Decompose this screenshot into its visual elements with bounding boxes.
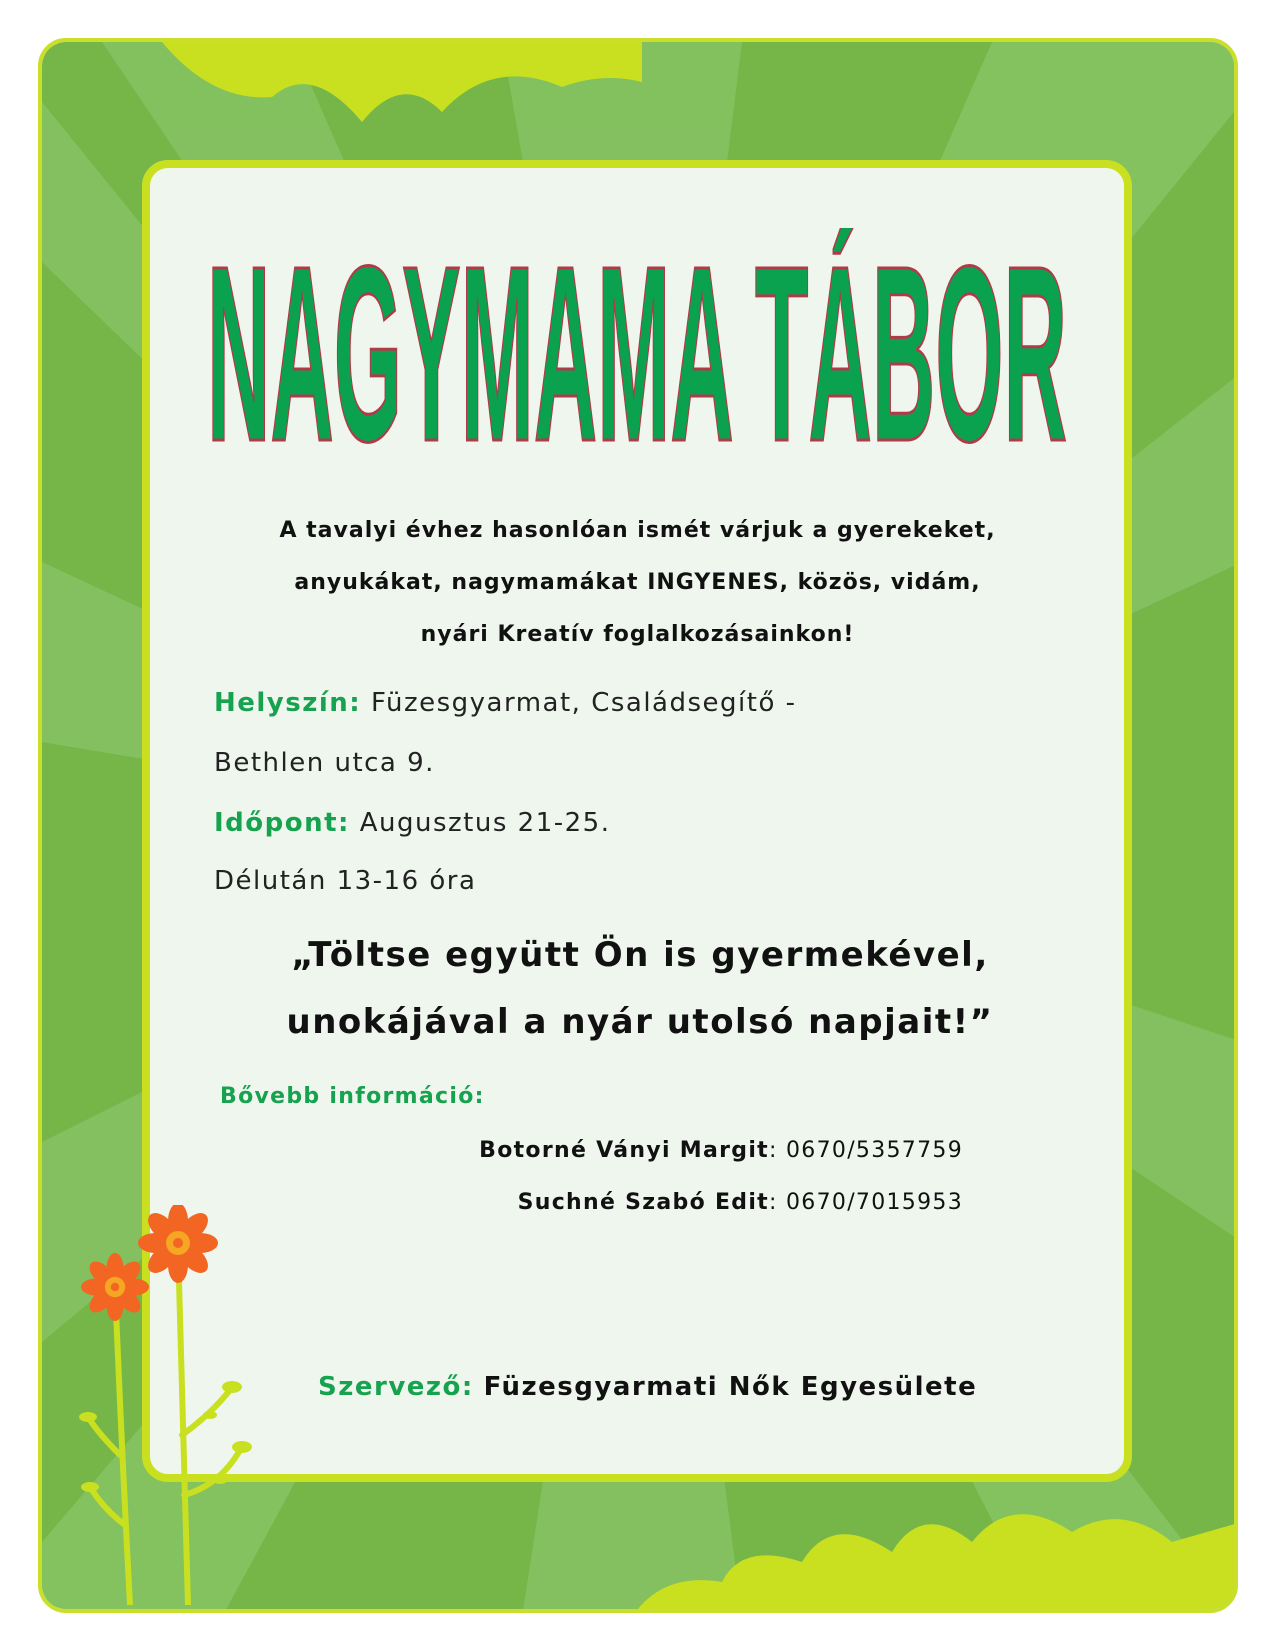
page-title: NAGYMAMA TÁBOR	[207, 228, 1067, 468]
time-line	[214, 808, 610, 838]
contact-row	[479, 1138, 963, 1163]
time-line-2: Délután 13-16 óra	[214, 866, 477, 896]
contact-phone: : 0670/5357759	[769, 1138, 963, 1163]
time-value: Augusztus 21-25.	[359, 808, 611, 838]
intro-line: nyári Kreatív foglalkozásainkon!	[420, 622, 855, 647]
intro-line: anyukákat, nagymamákat INGYENES, közös, vidám,	[294, 570, 981, 595]
contact-name: Botorné Ványi Margit	[479, 1138, 769, 1163]
intro-line: A tavalyi évhez hasonlóan ismét várjuk a gyerekeket,	[279, 518, 996, 543]
contact-row	[518, 1190, 963, 1215]
title-container	[172, 228, 1102, 468]
quote-line: unokájával a nyár utolsó napjait!”	[286, 1002, 994, 1042]
organizer-label: Szervező:	[318, 1372, 474, 1402]
flowers-decoration-icon	[70, 1205, 270, 1605]
quote-line: „Töltse együtt Ön is gyermekével,	[291, 935, 989, 975]
location-line	[214, 688, 797, 718]
organizer-line	[318, 1372, 977, 1402]
location-line-2: Bethlen utca 9.	[214, 748, 435, 778]
title-svg	[172, 228, 1102, 468]
contact-phone: : 0670/7015953	[769, 1190, 963, 1215]
intro-text	[190, 505, 1085, 661]
location-value: Füzesgyarmat, Családsegítő -	[370, 688, 797, 718]
location-label: Helyszín:	[214, 688, 362, 718]
time-label: Időpont:	[214, 808, 350, 838]
more-info-label: Bővebb információ:	[220, 1084, 485, 1109]
organizer-name: Füzesgyarmati Nők Egyesülete	[483, 1372, 978, 1402]
contact-name: Suchné Szabó Edit	[517, 1190, 769, 1215]
